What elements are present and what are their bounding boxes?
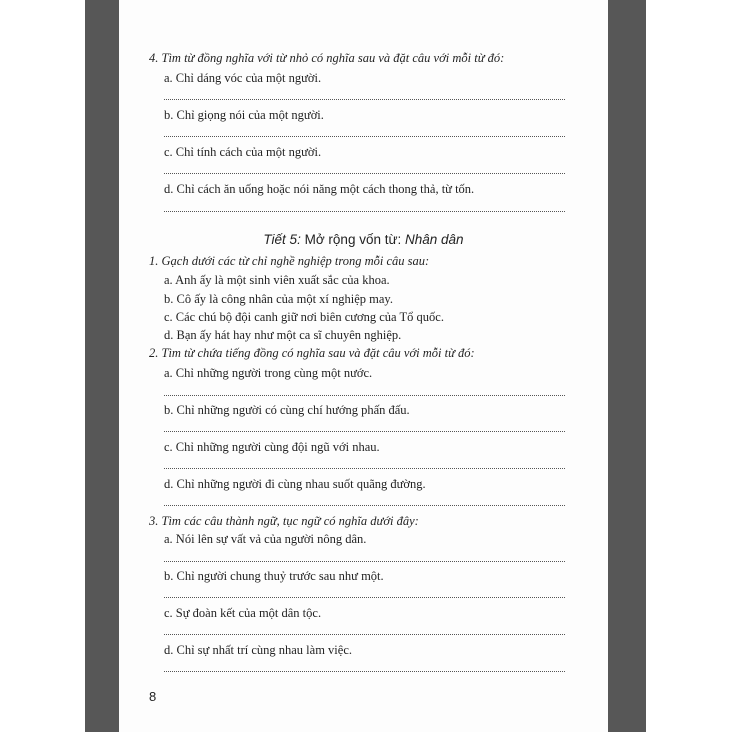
answer-line <box>164 431 565 432</box>
answer-line <box>164 468 565 469</box>
section-prefix: Tiết 5: <box>263 232 301 247</box>
item-2b: b. Chỉ những người có cùng chí hướng phấn đấu. <box>164 403 410 417</box>
answer-line <box>164 211 565 212</box>
item-2c: c. Chỉ những người cùng đội ngũ với nhau. <box>164 440 380 454</box>
section-heading <box>119 232 608 247</box>
item-3a: a. Nói lên sự vất vả của người nông dân. <box>164 532 367 546</box>
answer-line <box>164 597 565 598</box>
book-page <box>119 0 608 732</box>
answer-line <box>164 173 565 174</box>
item-4b: b. Chỉ giọng nói của một người. <box>164 108 324 122</box>
item-1a: a. Anh ấy là một sinh viên xuất sắc của khoa. <box>164 273 390 287</box>
item-3b: b. Chỉ người chung thuỷ trước sau như một. <box>164 569 384 583</box>
item-2a: a. Chỉ những người trong cùng một nước. <box>164 366 373 380</box>
page-number: 8 <box>149 689 157 704</box>
item-3c: c. Sự đoàn kết của một dân tộc. <box>164 606 322 620</box>
answer-line <box>164 99 565 100</box>
answer-line <box>164 505 565 506</box>
answer-line <box>164 561 565 562</box>
question-3-text: 3. Tìm các câu thành ngữ, tục ngữ có nghĩa dưới đây: <box>149 514 419 528</box>
item-1c: c. Các chú bộ đội canh giữ nơi biên cương của Tổ quốc. <box>164 310 444 324</box>
item-2d: d. Chỉ những người đi cùng nhau suốt quãng đường. <box>164 477 426 491</box>
answer-line <box>164 395 565 396</box>
answer-line <box>164 136 565 137</box>
item-1b: b. Cô ấy là công nhân của một xí nghiệp may. <box>164 292 393 306</box>
item-1d: d. Bạn ấy hát hay như một ca sĩ chuyên nghiệp. <box>164 328 402 342</box>
question-4-text: 4. Tìm từ đồng nghĩa với từ nhỏ có nghĩa sau và đặt câu với mỗi từ đó: <box>149 51 505 65</box>
question-1-text: 1. Gạch dưới các từ chỉ nghề nghiệp trong mỗi câu sau: <box>149 254 430 268</box>
answer-line <box>164 671 565 672</box>
question-2-text: 2. Tìm từ chứa tiếng đồng có nghĩa sau và đặt câu với mỗi từ đó: <box>149 346 475 360</box>
item-4c: c. Chỉ tính cách của một người. <box>164 145 322 159</box>
section-topic: Nhân dân <box>405 232 464 247</box>
item-4a: a. Chỉ dáng vóc của một người. <box>164 71 322 85</box>
item-4d: d. Chỉ cách ăn uống hoặc nói năng một cách thong thả, từ tốn. <box>164 182 475 196</box>
section-title: Mở rộng vốn từ: <box>300 232 406 247</box>
answer-line <box>164 634 565 635</box>
item-3d: d. Chỉ sự nhất trí cùng nhau làm việc. <box>164 643 352 657</box>
